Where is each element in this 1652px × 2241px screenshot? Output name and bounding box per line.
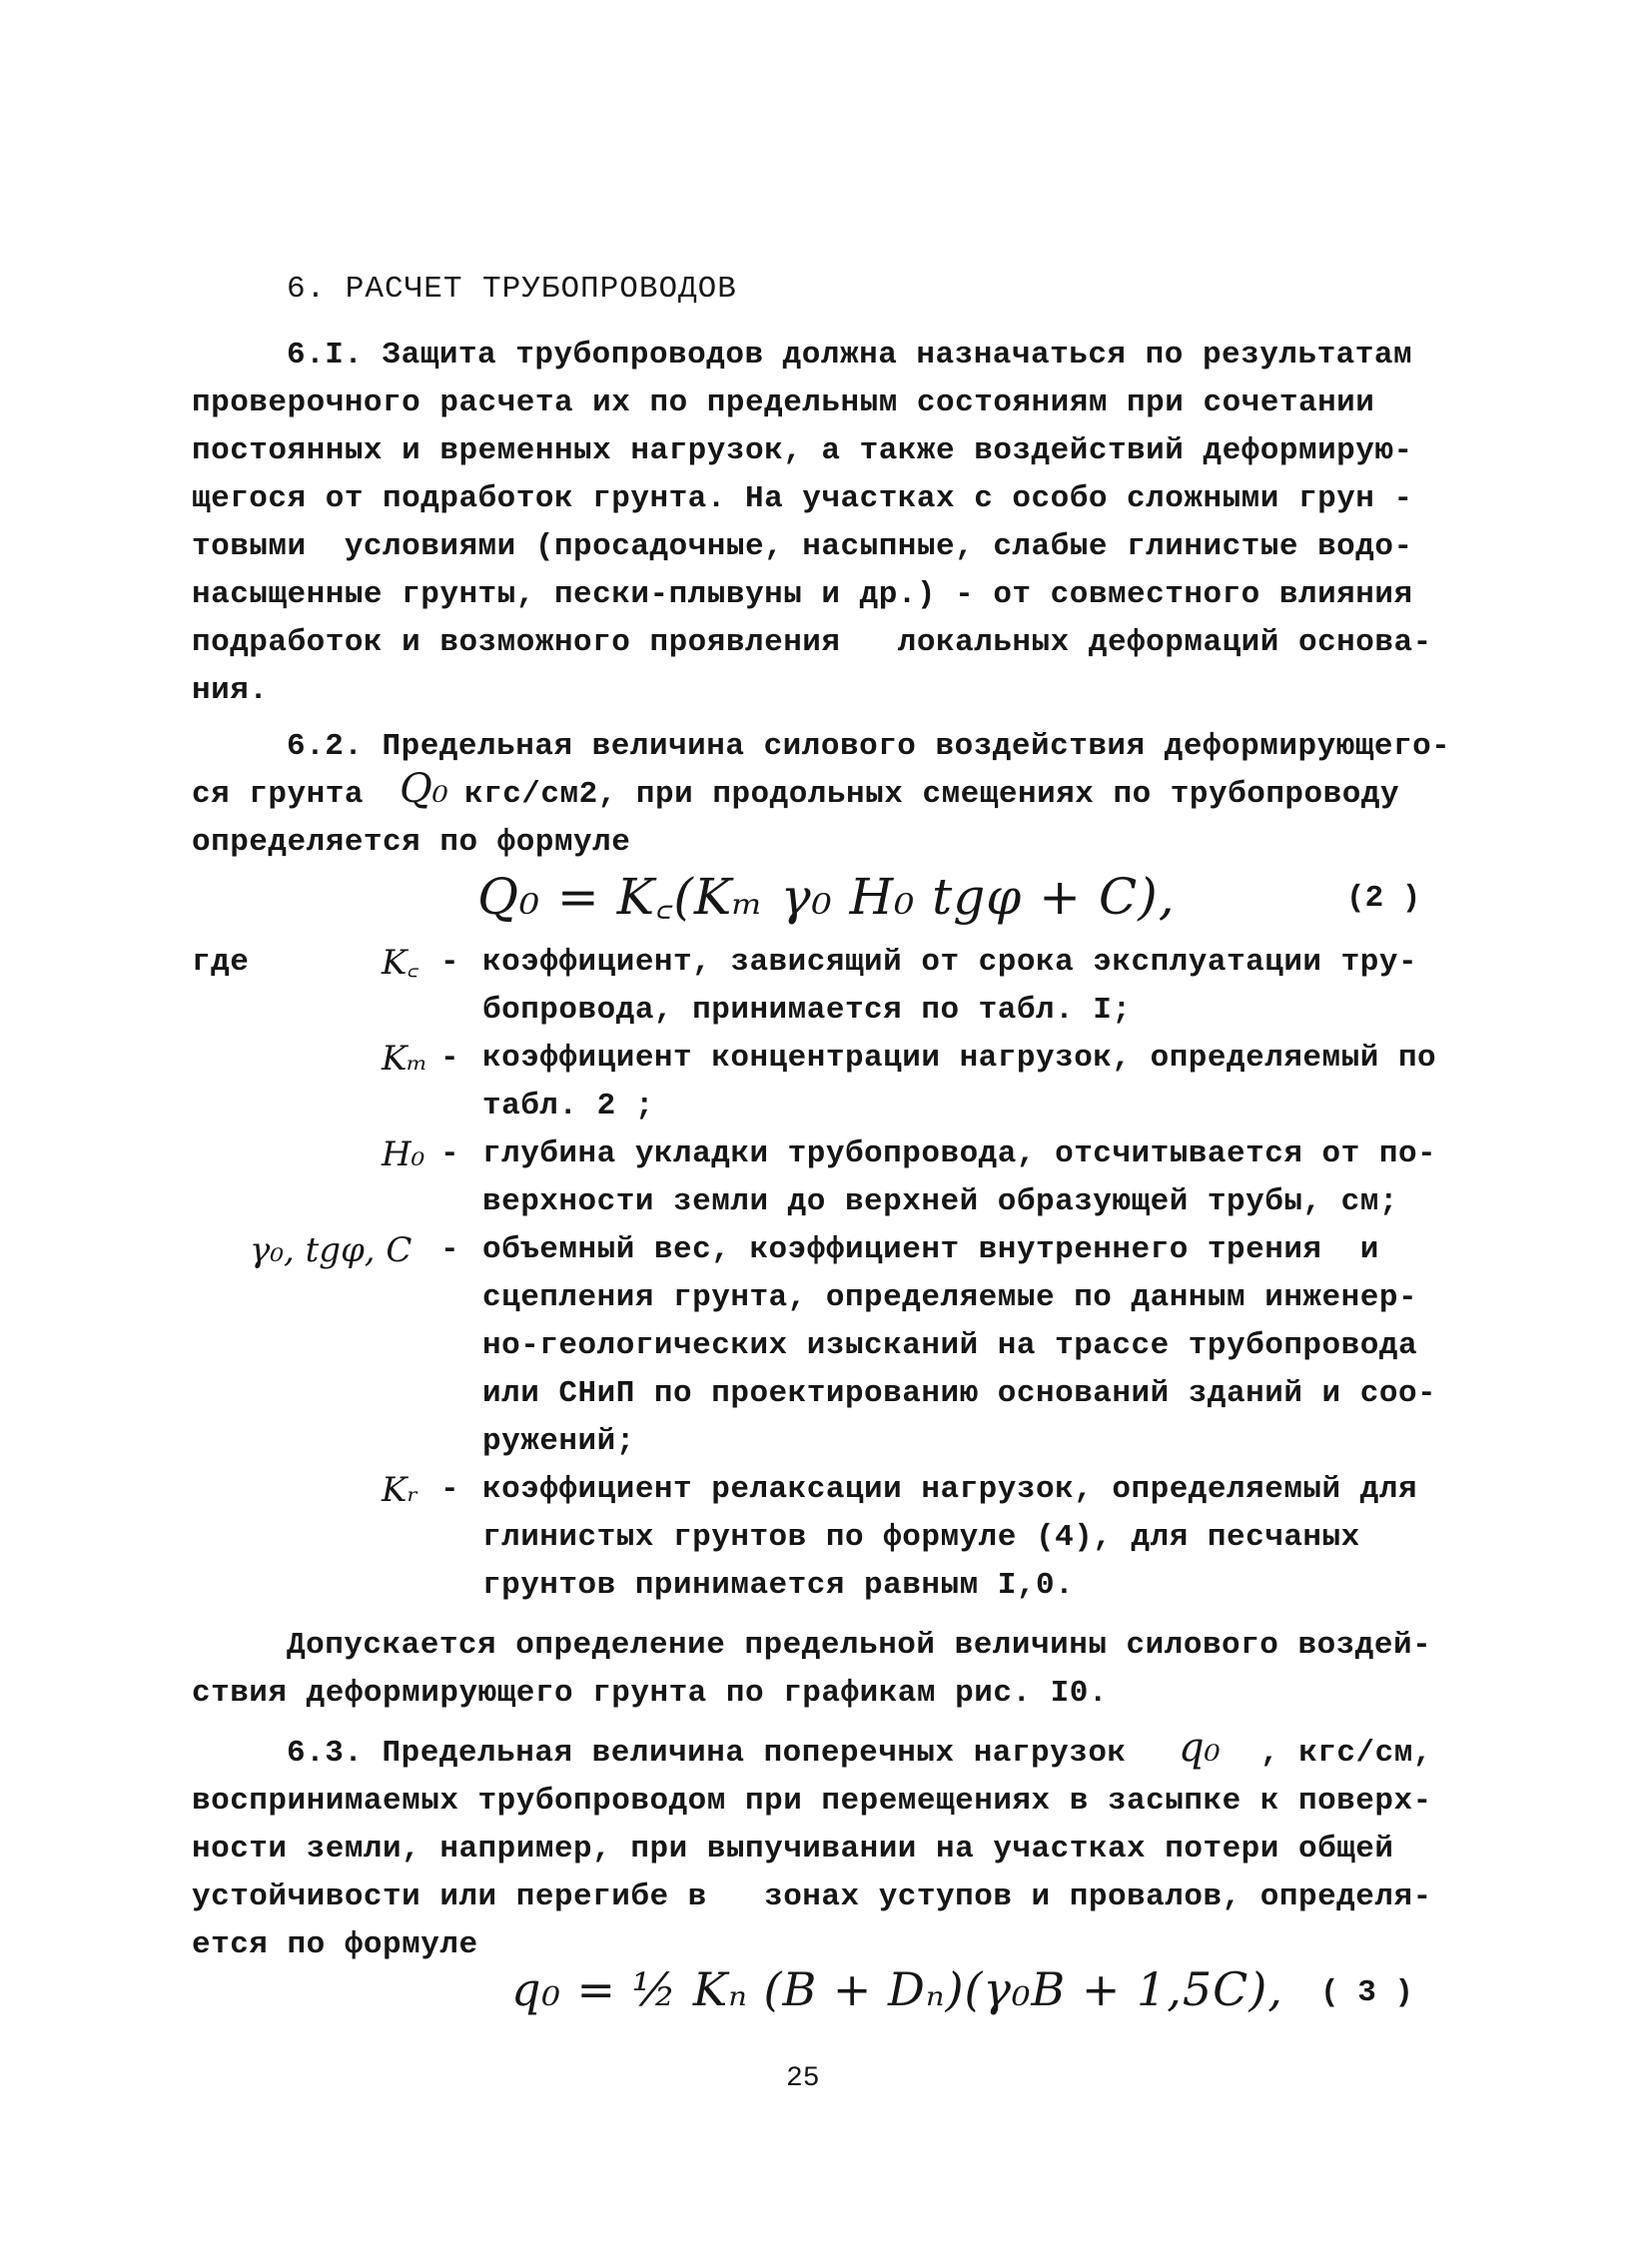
definition-line: коэффициент концентрации нагрузок, определяемый по bbox=[482, 1041, 1437, 1076]
paragraph-line: Допускается определение предельной величины силового воздей- bbox=[287, 1628, 1432, 1663]
definition-dash: - bbox=[440, 945, 459, 980]
page-number: 25 bbox=[786, 2063, 820, 2094]
paragraph-line: , кгс/см, bbox=[1260, 1736, 1432, 1771]
definition-line: ружений; bbox=[482, 1424, 635, 1459]
formula-2-number: (2 ) bbox=[1346, 881, 1421, 916]
definition-line: бопровода, принимается по табл. I; bbox=[482, 993, 1132, 1028]
definition-symbol: Kₘ bbox=[382, 1039, 428, 1079]
definition-line: верхности земли до верхней образующей трубы, см; bbox=[482, 1184, 1398, 1219]
formula-3: q₀ = ½ Kₙ (B + Dₙ)(γ₀B + 1,5C), bbox=[511, 1962, 1283, 2016]
definition-dash: - bbox=[440, 1232, 459, 1267]
paragraph-line: ся грунта bbox=[192, 777, 364, 812]
paragraph-line: 6.2. Предельная величина силового воздействия деформирующего- bbox=[287, 729, 1451, 764]
q0-lower-symbol: q₀ bbox=[1179, 1725, 1221, 1771]
definition-line: грунтов принимается равным I,0. bbox=[482, 1568, 1075, 1603]
where-label: где bbox=[192, 945, 250, 980]
paragraph-line: кгс/см2, при продольных смещениях по трубопроводу bbox=[464, 777, 1400, 812]
definition-symbol: Kᵣ bbox=[382, 1470, 419, 1510]
definition-symbol: H₀ bbox=[382, 1134, 425, 1174]
paragraph-line: устойчивости или перегибе в зонах уступов и провалов, определя- bbox=[192, 1879, 1432, 1914]
paragraph-line: подработок и возможного проявления локальных деформаций основа- bbox=[192, 625, 1432, 660]
paragraph-line: ствия деформирующего грунта по графикам рис. I0. bbox=[192, 1676, 1108, 1711]
definition-line: глубина укладки трубопровода, отсчитывается от по- bbox=[482, 1136, 1437, 1171]
definition-dash: - bbox=[440, 1472, 459, 1507]
paragraph-line: товыми условиями (просадочные, насыпные, слабые глинистые водо- bbox=[192, 529, 1413, 564]
section-heading: 6. РАСЧЕТ ТРУБОПРОВОДОВ bbox=[287, 272, 737, 307]
formula-2: Q₀ = K꜀(Kₘ γ₀ H₀ tgφ + C), bbox=[477, 868, 1176, 926]
formula-3-number: ( 3 ) bbox=[1320, 1975, 1414, 2010]
paragraph-line: 6.3. Предельная величина поперечных нагрузок bbox=[287, 1736, 1127, 1771]
paragraph-line: ется по формуле bbox=[192, 1927, 478, 1962]
definition-line: коэффициент релаксации нагрузок, определяемый для bbox=[482, 1472, 1418, 1507]
paragraph-line: определяется по формуле bbox=[192, 825, 631, 860]
definition-line: или СНиП по проектированию оснований зданий и соо- bbox=[482, 1376, 1437, 1411]
paragraph-line: щегося от подработок грунта. На участках с особо сложными грун - bbox=[192, 481, 1413, 516]
definition-dash: - bbox=[440, 1136, 459, 1171]
paragraph-line: проверочного расчета их по предельным состояниям при сочетании bbox=[192, 385, 1375, 420]
definition-line: глинистых грунтов по формуле (4), для песчаных bbox=[482, 1520, 1360, 1555]
q0-symbol: Q₀ bbox=[400, 766, 448, 812]
definition-symbol: γ₀, tgφ, C bbox=[250, 1230, 413, 1270]
paragraph-line: ности земли, например, при выпучивании на участках потери общей bbox=[192, 1832, 1394, 1867]
paragraph-line: ния. bbox=[192, 673, 269, 708]
paragraph-line: насыщенные грунты, пески-плывуны и др.) - от совместного влияния bbox=[192, 577, 1413, 612]
definition-line: сцепления грунта, определяемые по данным инженер- bbox=[482, 1280, 1418, 1315]
paragraph-line: воспринимаемых трубопроводом при перемещениях в засыпке к поверх- bbox=[192, 1784, 1432, 1819]
definition-line: табл. 2 ; bbox=[482, 1089, 654, 1123]
definition-line: объемный вес, коэффициент внутреннего трения и bbox=[482, 1232, 1379, 1267]
definition-dash: - bbox=[440, 1041, 459, 1076]
paragraph-line: постоянных и временных нагрузок, а также воздействий деформирую- bbox=[192, 433, 1413, 468]
definition-line: коэффициент, зависящий от срока эксплуатации тру- bbox=[482, 945, 1418, 980]
definition-symbol: K꜀ bbox=[382, 943, 419, 983]
definition-line: но-геологических изысканий на трассе трубопровода bbox=[482, 1328, 1418, 1363]
paragraph-line: 6.I. Защита трубопроводов должна назначаться по результатам bbox=[287, 338, 1413, 373]
